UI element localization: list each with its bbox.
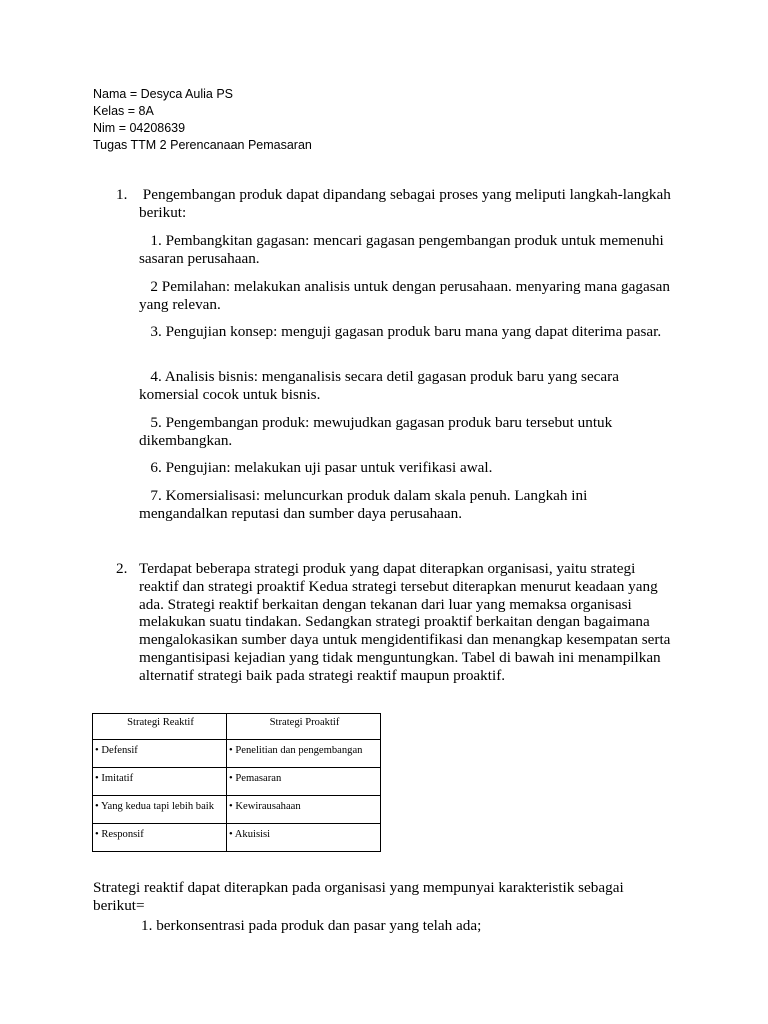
step-item: 2 Pemilahan: melakukan analisis untuk dengan perusahaan. menyaring mana gagasan yang relevan. (139, 278, 670, 313)
name-line: Nama = Desyca Aulia PS (93, 87, 233, 101)
table-header-row (93, 714, 381, 740)
table-cell: • Penelitian dan pengembangan (227, 740, 381, 768)
step-item: 6. Pengujian: melakukan uji pasar untuk verifikasi awal. (150, 459, 493, 476)
table-cell: • Akuisisi (227, 824, 381, 852)
class-line: Kelas = 8A (93, 104, 154, 118)
question-1-number: 1. (116, 186, 128, 203)
question-2-number: 2. (116, 560, 128, 577)
strategy-table (92, 713, 381, 852)
header-reactive: Strategi Reaktif (93, 714, 227, 740)
table-row (93, 824, 381, 852)
table-cell: • Yang kedua tapi lebih baik (93, 796, 227, 824)
assignment-title: Tugas TTM 2 Perencanaan Pemasaran (93, 138, 312, 152)
step-item: 7. Komersialisasi: meluncurkan produk dalam skala penuh. Langkah ini mengandalkan reputasi dan sumber daya perusahaan. (139, 487, 588, 522)
step-item: 4. Analisis bisnis: menganalisis secara detil gagasan produk baru yang secara komersial cocok untuk bisnis. (139, 368, 619, 403)
step-item: 5. Pengembangan produk: mewujudkan gagasan produk baru tersebut untuk dikembangkan. (139, 414, 613, 449)
question-2-text: Terdapat beberapa strategi produk yang dapat diterapkan organisasi, yaitu strategi reaktif dan strategi proaktif Kedua strategi tersebut diterapkan menurut keadaan yang ada. Strategi reaktif berkaitan dengan tekanan dari luar yang memaksa organisasi melakukan suatu tindakan. Sedangkan strategi proaktif berkaitan dengan bagaimana mengalokasikan sumber daya untuk mengidentifikasi dan menangkap kesempatan serta mengantisipasi kejadian yang tidak menguntungkan. Tabel di bawah ini menampilkan alternatif strategi baik pada strategi reaktif maupun proaktif. (139, 560, 671, 684)
table-cell: • Defensif (93, 740, 227, 768)
step-item: 3. Pengujian konsep: menguji gagasan produk baru mana yang dapat diterima pasar. (150, 323, 662, 340)
table-row (93, 768, 381, 796)
table-row (93, 740, 381, 768)
header-proactive: Strategi Proaktif (227, 714, 381, 740)
table-row (93, 796, 381, 824)
closing-paragraph: Strategi reaktif dapat diterapkan pada organisasi yang mempunyai karakteristik sebagai berikut= (93, 879, 624, 914)
nim-line: Nim = 04208639 (93, 121, 186, 135)
table-cell: • Imitatif (93, 768, 227, 796)
table-cell: • Kewirausahaan (227, 796, 381, 824)
step-item: 1. Pembangkitan gagasan: mencari gagasan pengembangan produk untuk memenuhi sasaran perusahaan. (139, 232, 664, 267)
table-cell: • Pemasaran (227, 768, 381, 796)
table-cell: • Responsif (93, 824, 227, 852)
closing-list-item: 1. berkonsentrasi pada produk dan pasar yang telah ada; (141, 917, 482, 934)
student-header (93, 86, 312, 154)
question-1-intro: Pengembangan produk dapat dipandang sebagai proses yang meliputi langkah-langkah berikut: (139, 186, 671, 221)
